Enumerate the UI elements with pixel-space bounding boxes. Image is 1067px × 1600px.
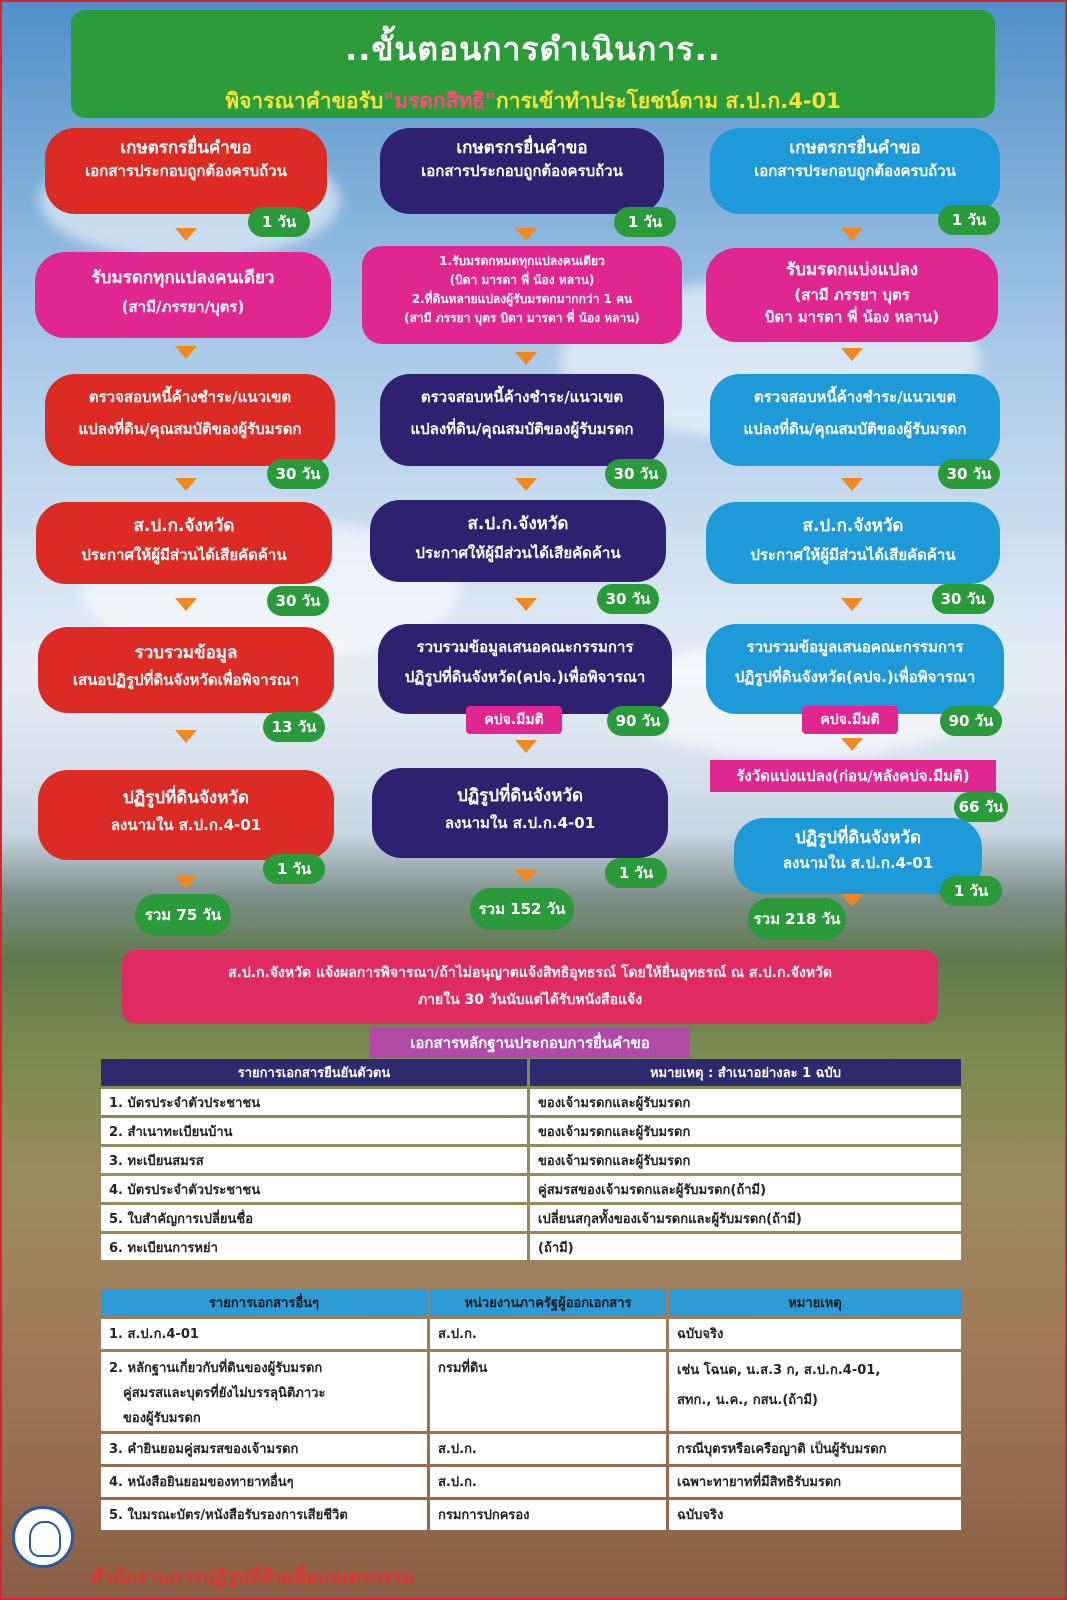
table-row <box>101 1089 961 1115</box>
table-cell: ของเจ้ามรดกและผู้รับมรดก <box>530 1147 961 1173</box>
down-arrow-icon <box>515 478 537 491</box>
subtitle-pre: พิจารณาคำขอรับ <box>225 89 384 113</box>
table-cell: คู่สมรสของเจ้ามรดกและผู้รับมรดก(ถ้ามี) <box>530 1176 961 1202</box>
col3-step2-title: รับมรดกแบ่งแปลง <box>785 260 919 280</box>
col1-step2-text: (สามี/ภรรยา/บุตร) <box>121 298 245 316</box>
col1-step1-days: 1 วัน <box>248 207 310 237</box>
col3-step5-text: ปฏิรูปที่ดินจังหวัด(คปจ.)เพื่อพิจารณา <box>734 668 976 686</box>
table-row <box>101 1147 961 1173</box>
table-cell: ฉบับจริง <box>669 1319 961 1349</box>
col2-step1-title: เกษตรกรยื่นคำขอ <box>456 138 588 158</box>
col1-step3-text: แปลงที่ดิน/คุณสมบัติของผู้รับมรดก <box>78 420 302 438</box>
col2-step3 <box>380 374 664 466</box>
table-cell: ของเจ้ามรดกและผู้รับมรดก <box>530 1118 961 1144</box>
col1-step2-title: รับมรดกทุกแปลงคนเดียว <box>91 268 275 288</box>
page-subtitle <box>71 85 995 118</box>
col2-step2-line3: 2.ที่ดินหลายแปลงผู้รับมรดกมากกว่า 1 คน <box>411 292 633 306</box>
table-row <box>101 1500 961 1530</box>
down-arrow-icon <box>841 348 863 361</box>
col1-step6-days: 1 วัน <box>263 854 325 884</box>
col3-step2 <box>706 248 998 342</box>
notice-line2: ภายใน 30 วันนับแต่ได้รับหนังสือแจ้ง <box>417 992 643 1008</box>
table-cell: 6. ทะเบียนการหย่า <box>101 1234 527 1260</box>
col2-step3-title: ตรวจสอบหนี้ค้างชำระ/แนวเขต <box>420 388 624 406</box>
col3-step1-title: เกษตรกรยื่นคำขอ <box>789 138 921 158</box>
table-row <box>101 1467 961 1497</box>
col2-step3-text: แปลงที่ดิน/คุณสมบัติของผู้รับมรดก <box>410 420 634 438</box>
table-cell: ส.ป.ก. <box>430 1467 666 1497</box>
col2-committee-tag: คปจ.มีมติ <box>466 706 562 734</box>
col2-step4-title: ส.ป.ก.จังหวัด <box>467 514 569 534</box>
table-cell: กรมที่ดิน <box>430 1352 666 1431</box>
table-row <box>101 1176 961 1202</box>
table-cell: กรณีบุตรหรือเครือญาติ เป็นผู้รับมรดก <box>669 1434 961 1464</box>
col3-step2-text1: (สามี ภรรยา บุตร <box>794 286 910 304</box>
col2-step6 <box>372 768 668 858</box>
table-row <box>101 1234 961 1260</box>
table-header: รายการเอกสารยืนยันตัวตน <box>101 1059 527 1086</box>
cell-line: 2. หลักฐานเกี่ยวกับที่ดินของผู้รับมรดก <box>109 1361 323 1376</box>
table-header-row <box>101 1289 961 1316</box>
table-cell: 5. ใบสำคัญการเปลี่ยนชื่อ <box>101 1205 527 1231</box>
notice-line1: ส.ป.ก.จังหวัด แจ้งผลการพิจารณา/ถ้าไม่อนุญาตแจ้งสิทธิอุทธรณ์ โดยให้ยื่นอุทธรณ์ ณ ส.ป.ก.จังหวัด <box>227 965 832 981</box>
table-header: หน่วยงานภาครัฐผู้ออกเอกสาร <box>430 1289 666 1316</box>
table-cell: เฉพาะทายาทที่มีสิทธิรับมรดก <box>669 1467 961 1497</box>
col1-step5-text: เสนอปฏิรูปที่ดินจังหวัดเพื่อพิจารณา <box>72 671 300 689</box>
down-arrow-icon <box>175 346 197 359</box>
table-row <box>101 1434 961 1464</box>
col3-survey-tag: รังวัดแบ่งแปลง(ก่อน/หลังคปจ.มีมติ) <box>710 760 996 792</box>
col2-step4 <box>370 500 666 582</box>
table-cell: ส.ป.ก. <box>430 1434 666 1464</box>
table-cell: 3. คำยินยอมคู่สมรสของเจ้ามรดก <box>101 1434 427 1464</box>
down-arrow-icon <box>175 598 197 611</box>
col3-step5-title: รวบรวมข้อมูลเสนอคณะกรรมการ <box>746 638 964 656</box>
subtitle-post: การเข้าทำประโยชน์ตาม ส.ป.ก.4-01 <box>496 89 841 113</box>
cell-line: ของผู้รับมรดก <box>123 1411 201 1426</box>
down-arrow-icon <box>841 894 863 907</box>
table-cell: ฉบับจริง <box>669 1500 961 1530</box>
table-header: หมายเหตุ <box>669 1289 961 1316</box>
col3-step5-days: 90 วัน <box>940 706 1002 736</box>
col2-step5-days: 90 วัน <box>607 706 669 736</box>
col1-step3-title: ตรวจสอบหนี้ค้างชำระ/แนวเขต <box>88 388 292 406</box>
subtitle-highlight: "มรดกสิทธิ" <box>383 89 496 113</box>
page-title: ..ขั้นตอนการดำเนินการ.. <box>345 30 721 68</box>
down-arrow-icon <box>175 730 197 743</box>
col2-step5-text: ปฏิรูปที่ดินจังหวัด(คปจ.)เพื่อพิจารณา <box>404 668 646 686</box>
col3-step1-days: 1 วัน <box>938 205 1000 235</box>
down-arrow-icon <box>841 598 863 611</box>
col2-step2-line2: (บิดา มารดา พี่ น้อง หลาน) <box>449 273 595 287</box>
table-cell: ของเจ้ามรดกและผู้รับมรดก <box>530 1089 961 1115</box>
col1-step1-title: เกษตรกรยื่นคำขอ <box>120 138 252 158</box>
col3-step4-days: 30 วัน <box>932 584 994 614</box>
col3-step3 <box>710 374 1000 466</box>
footer-organization: สำนักงานการปฏิรูปที่ดินเพื่อเกษตรกรรม <box>90 1566 415 1588</box>
col3-step3-text: แปลงที่ดิน/คุณสมบัติของผู้รับมรดก <box>743 420 967 438</box>
col2-step5 <box>378 624 672 714</box>
table-cell: 5. ใบมรณะบัตร/หนังสือรับรองการเสียชีวิต <box>101 1500 427 1530</box>
identity-docs-table <box>98 1056 964 1263</box>
col3-step1 <box>710 128 1000 214</box>
col2-total: รวม 152 วัน <box>470 888 574 930</box>
col3-step7-days: 1 วัน <box>940 876 1002 906</box>
col1-step3 <box>45 374 335 466</box>
col3-step2-text2: บิดา มารดา พี่ น้อง หลาน) <box>764 308 940 326</box>
down-arrow-icon <box>515 598 537 611</box>
table-cell: เปลี่ยนสกุลทั้งของเจ้ามรดกและผู้รับมรดก(ถ้ามี) <box>530 1205 961 1231</box>
table-row <box>101 1118 961 1144</box>
col3-step4 <box>706 502 1000 584</box>
col1-step4-title: ส.ป.ก.จังหวัด <box>133 516 235 536</box>
down-arrow-icon <box>515 228 537 241</box>
col2-step6-days: 1 วัน <box>605 858 667 888</box>
col2-step2-line4: (สามี ภรรยา บุตร บิดา มารดา พี่ น้อง หลาน) <box>404 311 640 325</box>
col1-step5 <box>38 627 334 713</box>
table-cell: 4. บัตรประจำตัวประชาชน <box>101 1176 527 1202</box>
col1-step3-days: 30 วัน <box>267 459 329 489</box>
col3-step4-text: ประกาศให้ผู้มีส่วนได้เสียคัดค้าน <box>750 546 956 564</box>
col1-step6 <box>38 770 334 860</box>
down-arrow-icon <box>841 738 863 751</box>
col1-step6-text: ลงนามใน ส.ป.ก.4-01 <box>110 816 262 834</box>
col3-survey-days: 66 วัน <box>954 792 1008 822</box>
header-banner <box>71 10 995 118</box>
col1-step5-title: รวบรวมข้อมูล <box>134 643 238 663</box>
col3-step1-text: เอกสารประกอบถูกต้องครบถ้วน <box>754 162 956 180</box>
col2-step2-line1: 1.รับมรดกหมดทุกแปลงคนเดียว <box>439 254 605 268</box>
col1-step1 <box>45 128 327 214</box>
col3-total: รวม 218 วัน <box>748 898 846 940</box>
table-header-row <box>101 1059 961 1086</box>
result-notice <box>122 950 938 1024</box>
col3-step3-title: ตรวจสอบหนี้ค้างชำระ/แนวเขต <box>753 388 957 406</box>
documents-title: เอกสารหลักฐานประกอบการยื่นคำขอ <box>370 1028 690 1058</box>
table-row <box>101 1205 961 1231</box>
col1-step5-days: 13 วัน <box>263 712 325 742</box>
col1-step4 <box>36 502 332 584</box>
down-arrow-icon <box>515 870 537 883</box>
col2-step1-text: เอกสารประกอบถูกต้องครบถ้วน <box>421 162 623 180</box>
col3-step4-title: ส.ป.ก.จังหวัด <box>802 516 904 536</box>
col2-step4-text: ประกาศให้ผู้มีส่วนได้เสียคัดค้าน <box>415 544 621 562</box>
col2-step3-days: 30 วัน <box>605 459 667 489</box>
table-cell: กรมการปกครอง <box>430 1500 666 1530</box>
down-arrow-icon <box>841 478 863 491</box>
cell-line: เช่น โฉนด, น.ส.3 ก, ส.ป.ก.4-01, <box>677 1363 881 1378</box>
table-row <box>101 1319 961 1349</box>
col3-step5 <box>706 624 1004 714</box>
cell-line: สทก., น.ค., กสน.(ถ้ามี) <box>677 1393 818 1408</box>
col1-step6-title: ปฏิรูปที่ดินจังหวัด <box>122 788 250 808</box>
table-cell: 1. บัตรประจำตัวประชาชน <box>101 1089 527 1115</box>
col3-step7-text: ลงนามใน ส.ป.ก.4-01 <box>782 854 934 872</box>
table-cell: 1. ส.ป.ก.4-01 <box>101 1319 427 1349</box>
col1-step4-text: ประกาศให้ผู้มีส่วนได้เสียคัดค้าน <box>81 546 287 564</box>
table-cell: ส.ป.ก. <box>430 1319 666 1349</box>
col3-step3-days: 30 วัน <box>938 459 1000 489</box>
down-arrow-icon <box>175 228 197 241</box>
col2-step1-days: 1 วัน <box>614 207 676 237</box>
down-arrow-icon <box>515 740 537 753</box>
col1-total: รวม 75 วัน <box>135 894 231 936</box>
table-cell <box>101 1352 427 1431</box>
down-arrow-icon <box>175 478 197 491</box>
col2-step2 <box>362 246 682 344</box>
col2-step6-text: ลงนามใน ส.ป.ก.4-01 <box>444 814 596 832</box>
table-cell <box>669 1352 961 1431</box>
logo-seal-icon <box>12 1506 74 1568</box>
down-arrow-icon <box>175 876 197 889</box>
col2-step6-title: ปฏิรูปที่ดินจังหวัด <box>456 786 584 806</box>
col1-step2 <box>35 252 331 338</box>
col1-step4-days: 30 วัน <box>267 586 329 616</box>
col2-step1 <box>380 128 664 214</box>
col3-committee-tag: คปจ.มีมติ <box>802 706 898 734</box>
down-arrow-icon <box>515 352 537 365</box>
col1-step1-text: เอกสารประกอบถูกต้องครบถ้วน <box>85 162 287 180</box>
table-cell: 4. หนังสือยินยอมของทายาทอื่นๆ <box>101 1467 427 1497</box>
table-header: รายการเอกสารอื่นๆ <box>101 1289 427 1316</box>
cell-line: คู่สมรสและบุตรที่ยังไม่บรรลุนิติภาวะ <box>123 1386 326 1401</box>
col2-step4-days: 30 วัน <box>597 584 659 614</box>
other-docs-table <box>98 1286 964 1533</box>
col3-step7-title: ปฏิรูปที่ดินจังหวัด <box>794 828 922 848</box>
table-header: หมายเหตุ : สำเนาอย่างละ 1 ฉบับ <box>530 1059 961 1086</box>
table-cell: (ถ้ามี) <box>530 1234 961 1260</box>
table-cell: 3. ทะเบียนสมรส <box>101 1147 527 1173</box>
col2-step5-title: รวบรวมข้อมูลเสนอคณะกรรมการ <box>416 638 634 656</box>
table-cell: 2. สำเนาทะเบียนบ้าน <box>101 1118 527 1144</box>
table-row <box>101 1352 961 1431</box>
down-arrow-icon <box>841 228 863 241</box>
